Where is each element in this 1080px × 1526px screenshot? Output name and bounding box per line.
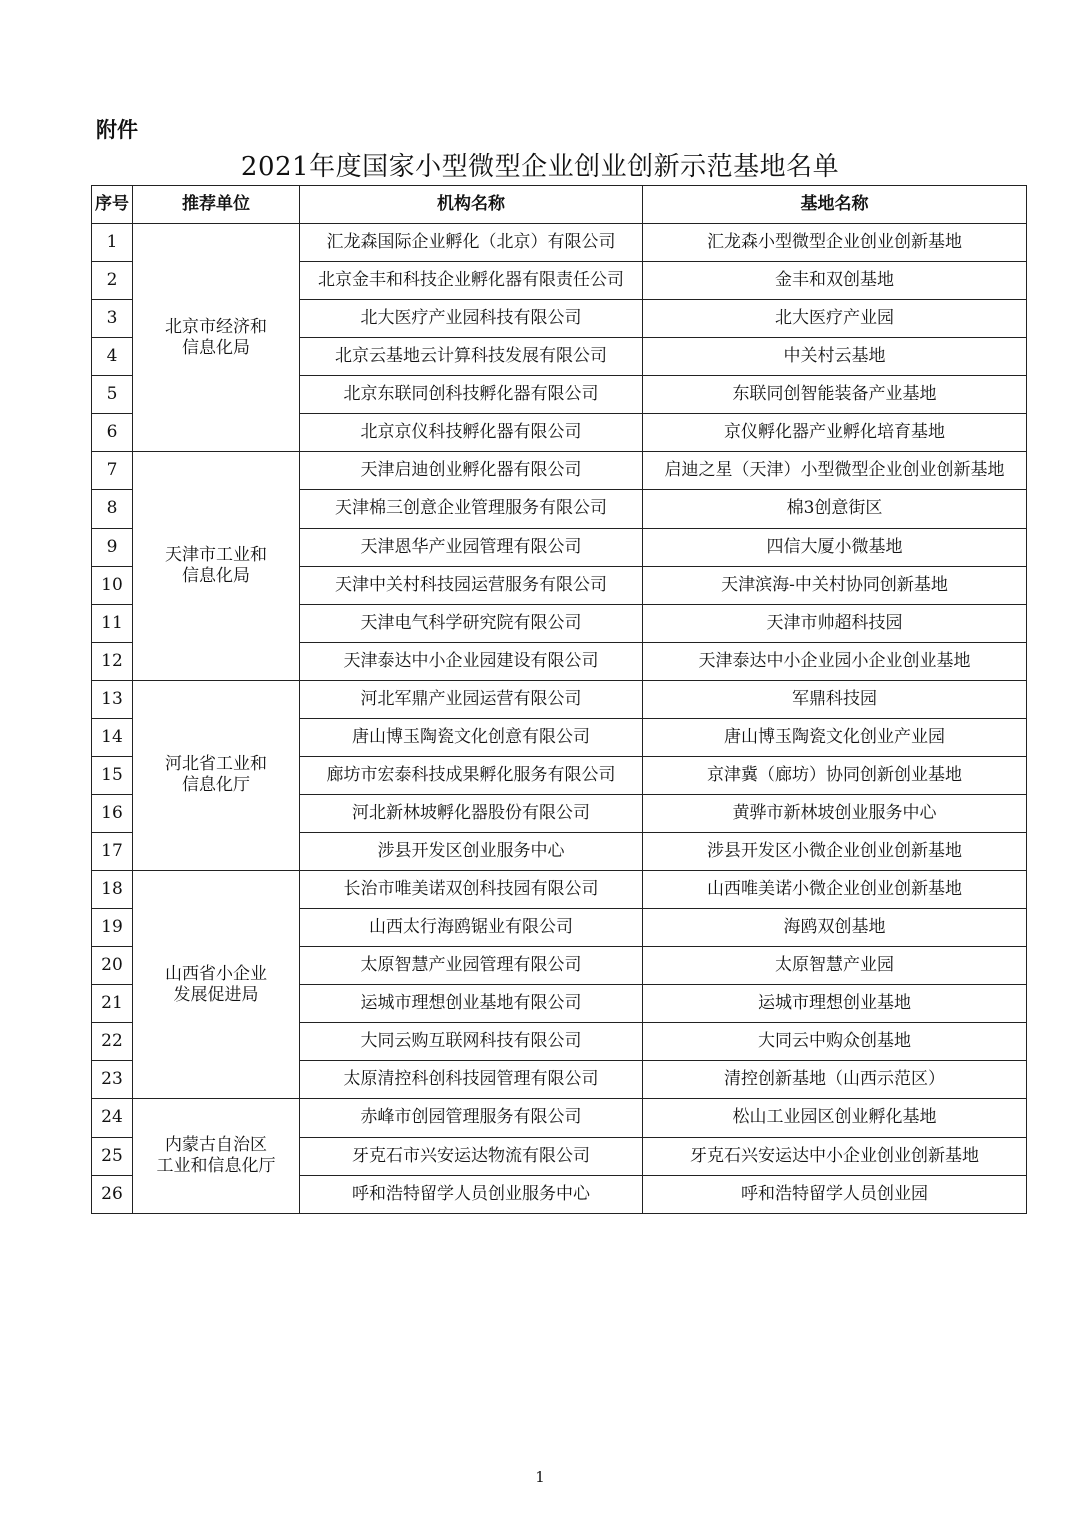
base-name: 牙克石兴安运达中小企业创业创新基地 [643, 1137, 1027, 1175]
recommending-unit-line1: 天津市工业和 [165, 545, 267, 566]
recommending-unit-line2: 工业和信息化厅 [156, 1156, 276, 1177]
recommending-unit-cell [133, 871, 300, 1099]
organization-name: 北京京仪科技孵化器有限公司 [300, 414, 643, 452]
recommending-unit-cell [133, 452, 300, 680]
base-name: 唐山博玉陶瓷文化创业产业园 [643, 718, 1027, 756]
organization-name: 天津泰达中小企业园建设有限公司 [300, 642, 643, 680]
base-name: 中关村云基地 [643, 338, 1027, 376]
organization-name: 天津棉三创意企业管理服务有限公司 [300, 490, 643, 528]
row-seq: 19 [92, 909, 133, 947]
organization-name: 赤峰市创园管理服务有限公司 [300, 1099, 643, 1137]
organization-name: 运城市理想创业基地有限公司 [300, 985, 643, 1023]
organization-name: 大同云购互联网科技有限公司 [300, 1023, 643, 1061]
table-row [92, 680, 1027, 718]
base-name: 运城市理想创业基地 [643, 985, 1027, 1023]
row-seq: 23 [92, 1061, 133, 1099]
organization-name: 北大医疗产业园科技有限公司 [300, 300, 643, 338]
base-name: 棉3创意街区 [643, 490, 1027, 528]
base-name: 天津泰达中小企业园小企业创业基地 [643, 642, 1027, 680]
document-title: 2021年度国家小型微型企业创业创新示范基地名单 [240, 152, 840, 182]
row-seq: 24 [92, 1099, 133, 1137]
organization-name: 北京东联同创科技孵化器有限公司 [300, 376, 643, 414]
organization-name: 北京云基地云计算科技发展有限公司 [300, 338, 643, 376]
organization-name: 唐山博玉陶瓷文化创意有限公司 [300, 718, 643, 756]
row-seq: 20 [92, 947, 133, 985]
recommending-unit-line1: 山西省小企业 [165, 963, 267, 984]
table-row [92, 224, 1027, 262]
recommending-unit-line1: 北京市经济和 [165, 316, 267, 337]
recommending-unit-line2: 信息化局 [182, 566, 250, 587]
organization-name: 天津恩华产业园管理有限公司 [300, 528, 643, 566]
base-name: 清控创新基地（山西示范区） [643, 1061, 1027, 1099]
organization-name: 太原清控科创科技园管理有限公司 [300, 1061, 643, 1099]
recommending-unit-cell [133, 1099, 300, 1214]
page-number: 1 [535, 1468, 545, 1486]
row-seq: 5 [92, 376, 133, 414]
organization-name: 北京金丰和科技企业孵化器有限责任公司 [300, 262, 643, 300]
base-name: 涉县开发区小微企业创业创新基地 [643, 833, 1027, 871]
column-header-base: 基地名称 [643, 186, 1027, 224]
row-seq: 4 [92, 338, 133, 376]
row-seq: 15 [92, 756, 133, 794]
recommending-unit-line2: 信息化厅 [182, 775, 250, 796]
column-header-org: 机构名称 [300, 186, 643, 224]
base-name: 松山工业园区创业孵化基地 [643, 1099, 1027, 1137]
organization-name: 涉县开发区创业服务中心 [300, 833, 643, 871]
base-name: 东联同创智能装备产业基地 [643, 376, 1027, 414]
recommending-unit-cell [133, 680, 300, 870]
row-seq: 26 [92, 1175, 133, 1213]
attachment-label: 附件 [96, 118, 138, 142]
base-list-table [91, 185, 1027, 1214]
organization-name: 廊坊市宏泰科技成果孵化服务有限公司 [300, 756, 643, 794]
row-seq: 7 [92, 452, 133, 490]
row-seq: 8 [92, 490, 133, 528]
row-seq: 10 [92, 566, 133, 604]
organization-name: 天津中关村科技园运营服务有限公司 [300, 566, 643, 604]
table-row [92, 871, 1027, 909]
row-seq: 13 [92, 680, 133, 718]
row-seq: 12 [92, 642, 133, 680]
table-body [92, 224, 1027, 1214]
base-name: 军鼎科技园 [643, 680, 1027, 718]
organization-name: 呼和浩特留学人员创业服务中心 [300, 1175, 643, 1213]
row-seq: 18 [92, 871, 133, 909]
organization-name: 天津电气科学研究院有限公司 [300, 604, 643, 642]
organization-name: 汇龙森国际企业孵化（北京）有限公司 [300, 224, 643, 262]
recommending-unit-line2: 信息化局 [182, 337, 250, 358]
row-seq: 16 [92, 794, 133, 832]
row-seq: 1 [92, 224, 133, 262]
recommending-unit-cell [133, 224, 300, 452]
table-row [92, 452, 1027, 490]
row-seq: 2 [92, 262, 133, 300]
organization-name: 长治市唯美诺双创科技园有限公司 [300, 871, 643, 909]
recommending-unit-line1: 内蒙古自治区 [165, 1135, 267, 1156]
base-name: 呼和浩特留学人员创业园 [643, 1175, 1027, 1213]
base-name: 汇龙森小型微型企业创业创新基地 [643, 224, 1027, 262]
row-seq: 9 [92, 528, 133, 566]
organization-name: 河北新林坡孵化器股份有限公司 [300, 794, 643, 832]
recommending-unit-line2: 发展促进局 [173, 984, 259, 1005]
base-name: 天津滨海-中关村协同创新基地 [643, 566, 1027, 604]
row-seq: 17 [92, 833, 133, 871]
base-name: 大同云中购众创基地 [643, 1023, 1027, 1061]
base-name: 启迪之星（天津）小型微型企业创业创新基地 [643, 452, 1027, 490]
base-name: 金丰和双创基地 [643, 262, 1027, 300]
column-header-seq: 序号 [92, 186, 133, 224]
organization-name: 太原智慧产业园管理有限公司 [300, 947, 643, 985]
column-header-dept: 推荐单位 [133, 186, 300, 224]
row-seq: 21 [92, 985, 133, 1023]
organization-name: 牙克石市兴安运达物流有限公司 [300, 1137, 643, 1175]
row-seq: 25 [92, 1137, 133, 1175]
organization-name: 河北军鼎产业园运营有限公司 [300, 680, 643, 718]
recommending-unit-line1: 河北省工业和 [165, 754, 267, 775]
row-seq: 22 [92, 1023, 133, 1061]
base-name: 北大医疗产业园 [643, 300, 1027, 338]
base-name: 四信大厦小微基地 [643, 528, 1027, 566]
row-seq: 11 [92, 604, 133, 642]
base-name: 京津冀（廊坊）协同创新创业基地 [643, 756, 1027, 794]
row-seq: 3 [92, 300, 133, 338]
table-header-row [92, 186, 1027, 224]
base-name: 京仪孵化器产业孵化培育基地 [643, 414, 1027, 452]
row-seq: 14 [92, 718, 133, 756]
organization-name: 山西太行海鸥锯业有限公司 [300, 909, 643, 947]
base-name: 天津市帅超科技园 [643, 604, 1027, 642]
organization-name: 天津启迪创业孵化器有限公司 [300, 452, 643, 490]
base-name: 山西唯美诺小微企业创业创新基地 [643, 871, 1027, 909]
row-seq: 6 [92, 414, 133, 452]
base-name: 黄骅市新林坡创业服务中心 [643, 794, 1027, 832]
base-name: 太原智慧产业园 [643, 947, 1027, 985]
table-row [92, 1099, 1027, 1137]
base-name: 海鸥双创基地 [643, 909, 1027, 947]
